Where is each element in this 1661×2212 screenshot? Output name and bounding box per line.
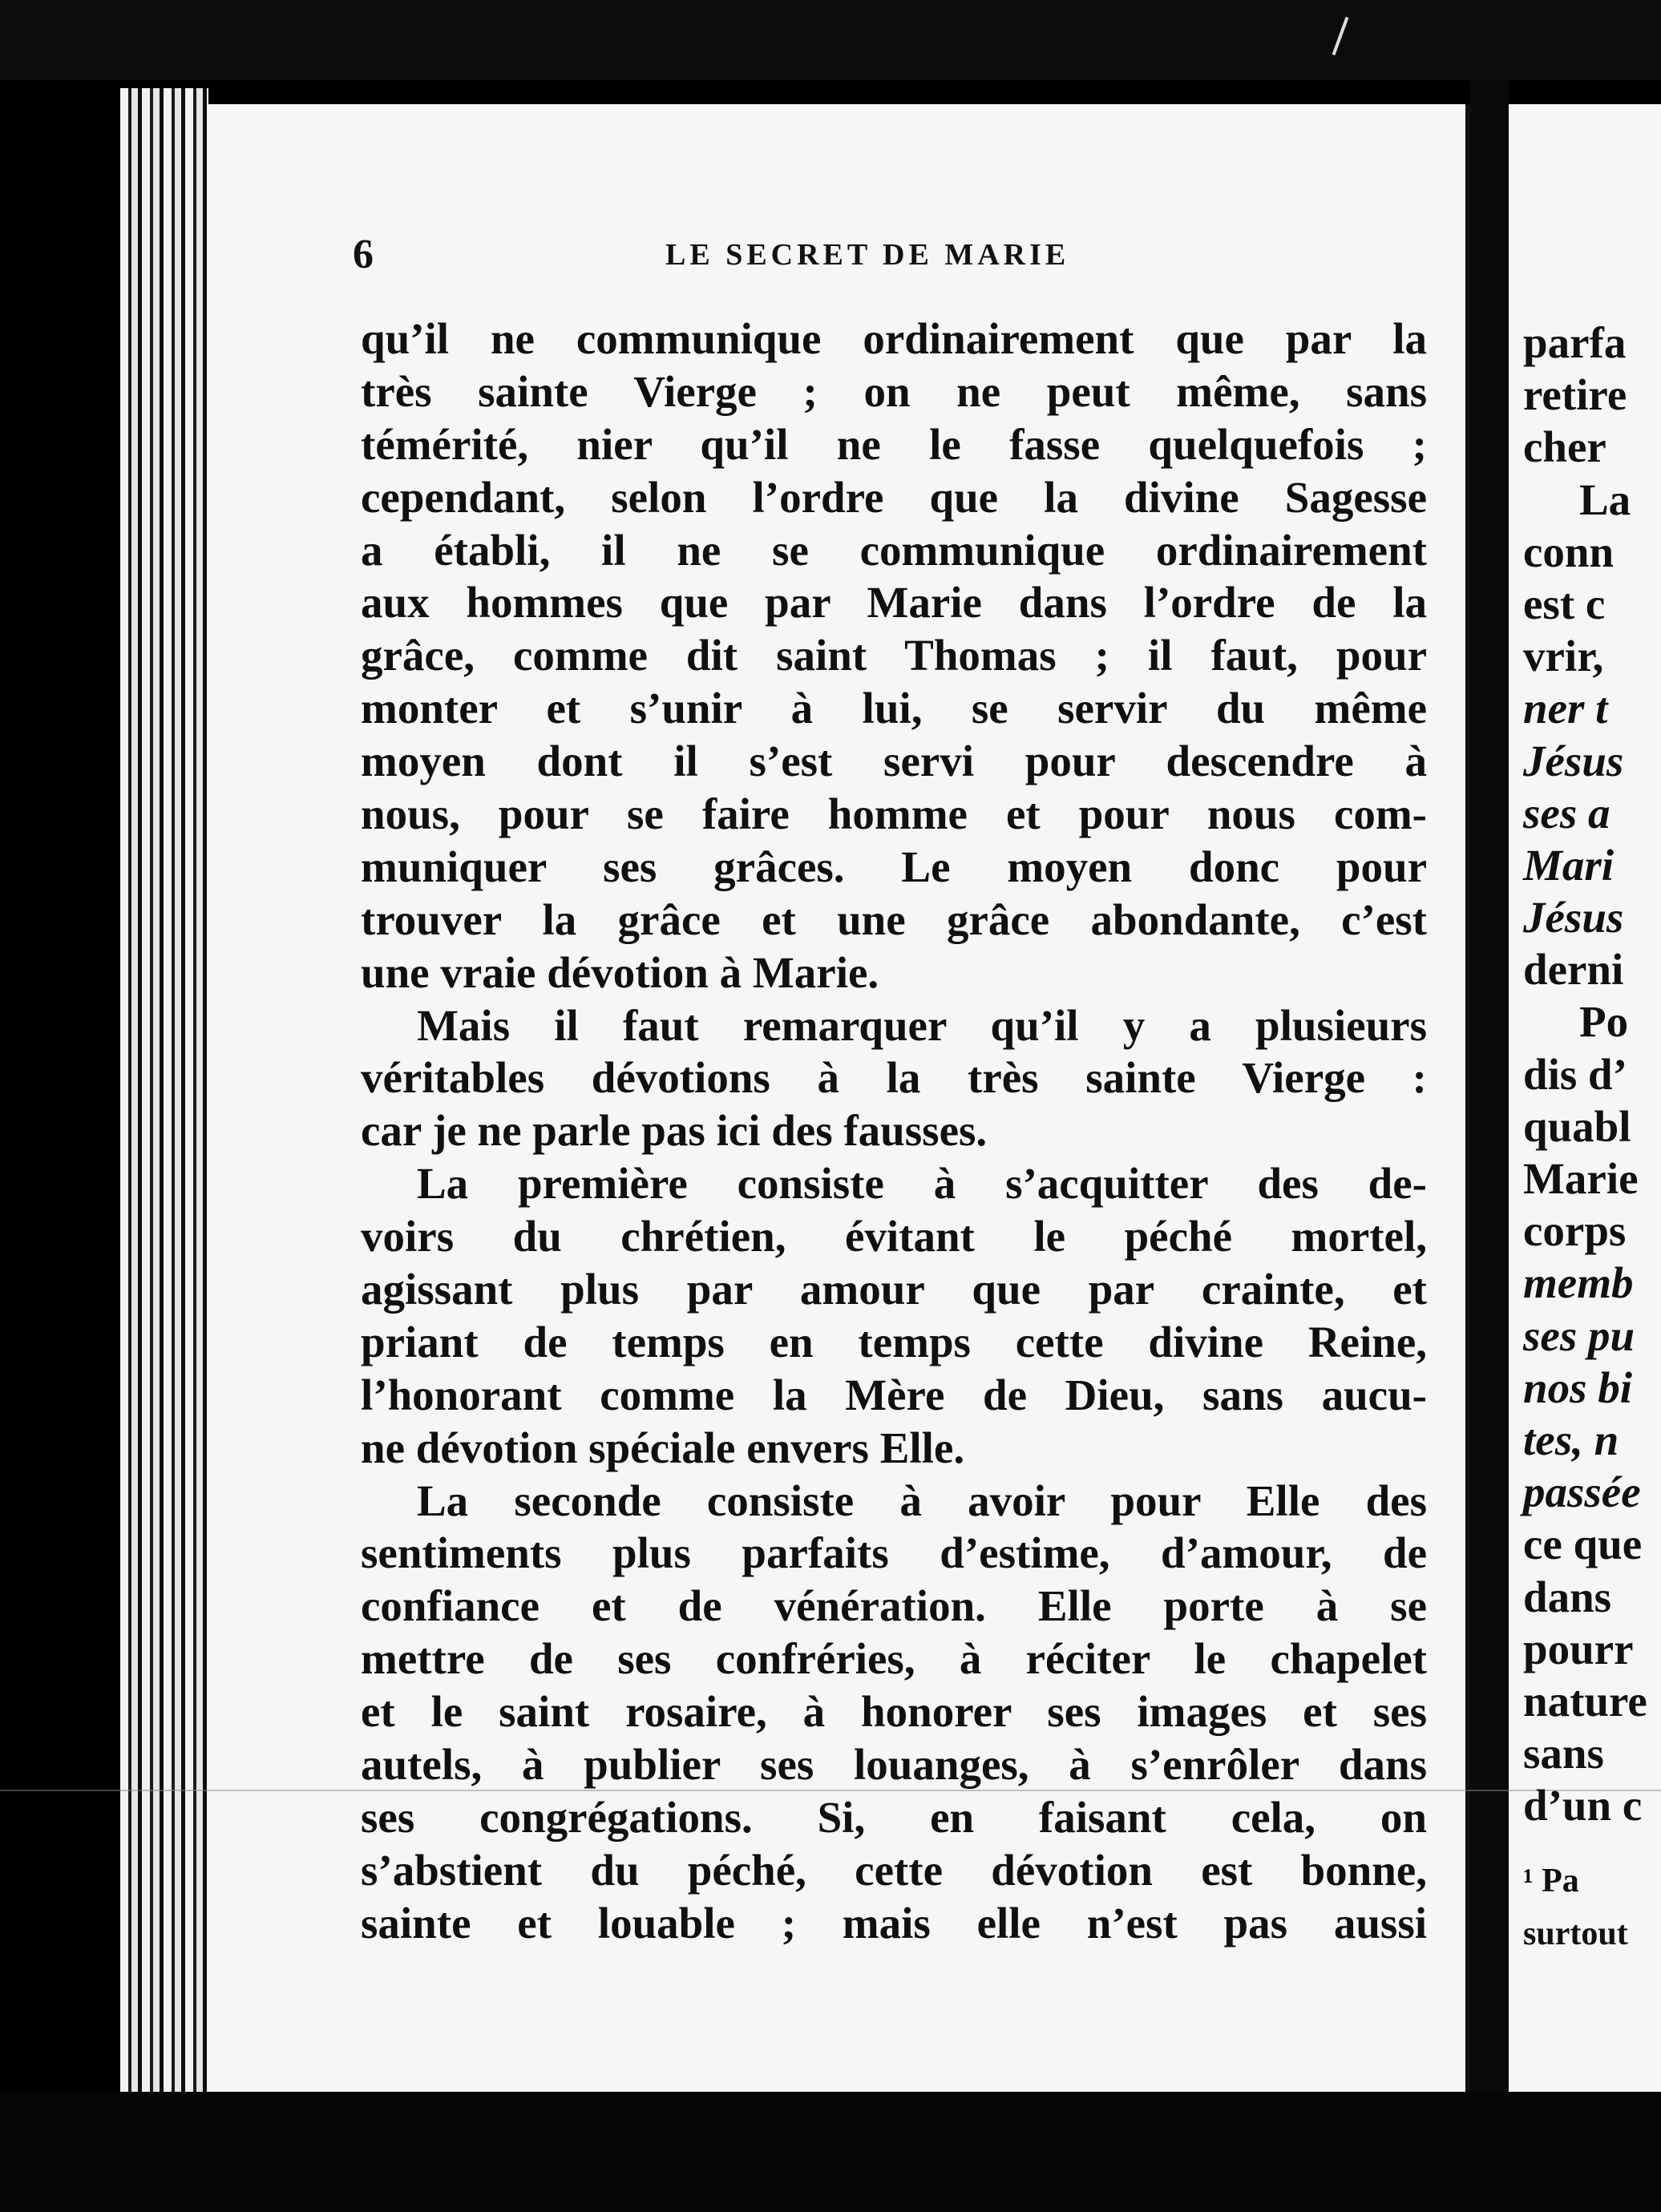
text-line: dans [1523,1572,1612,1621]
text-line: ner t [1523,684,1608,733]
text-line: nous, pour se faire homme et pour nous com- [361,789,1427,839]
text-line: cher [1523,422,1606,472]
text-line: Jésus [1523,893,1624,943]
text-line: La [1579,474,1631,524]
text-line: est c [1523,579,1606,628]
scan-bottom-border [0,2092,1661,2212]
text-line: nature [1523,1676,1647,1726]
scan-top-border [0,0,1661,80]
text-line: pourr [1523,1624,1634,1673]
text-line: Mari [1523,840,1615,890]
text-line: memb [1523,1258,1634,1308]
text-line: Po [1579,997,1629,1047]
text-line: l’honorant comme la Mère de Dieu, sans aucu- [361,1370,1427,1419]
text-line: car je ne parle pas ici des fausses. [361,1106,988,1156]
text-line: cependant, selon l’ordre que la divine Sagesse [361,472,1427,522]
right-page-body-text [1523,317,1661,1950]
text-line: véritables dévotions à la très sainte Vierge : [361,1053,1427,1103]
text-line: s’abstient du péché, cette dévotion est bonne, [361,1845,1427,1895]
text-line: dis d’ [1523,1049,1627,1099]
book-gutter [1470,80,1509,2132]
text-line: ses congrégations. Si, en faisant cela, on [361,1792,1427,1842]
text-line: une vraie dévotion à Marie. [361,947,879,997]
text-line: corps [1523,1206,1627,1256]
text-line: sans [1523,1729,1604,1778]
left-page-body-text [361,313,1427,1950]
text-line: retire [1523,370,1627,420]
text-line: aux hommes que par Marie dans l’ordre de la [361,578,1427,628]
text-line: mettre de ses confréries, à réciter le chapelet [361,1634,1427,1684]
footnote-line: ¹ Pa [1523,1863,1579,1900]
text-line: moyen dont il s’est servi pour descendre à [361,737,1427,786]
text-line: quabl [1523,1101,1631,1151]
text-line: passée [1523,1467,1641,1517]
text-line: très sainte Vierge ; on ne peut même, sans [361,366,1427,416]
text-line: a établi, il ne se communique ordinairement [361,525,1427,575]
text-line: La première consiste à s’acquitter des de- [417,1159,1427,1209]
text-line: Jésus [1523,736,1624,785]
text-line: grâce, comme dit saint Thomas ; il faut, pour [361,631,1427,680]
text-line: ne dévotion spéciale envers Elle. [361,1423,965,1472]
text-line: muniquer ses grâces. Le moyen donc pour [361,842,1427,891]
text-line: ses pu [1523,1310,1635,1360]
running-title: LE SECRET DE MARIE [665,238,1070,272]
text-line: nos bi [1523,1362,1633,1412]
text-line: témérité, nier qu’il ne le fasse quelquefois ; [361,419,1427,469]
text-line: derni [1523,945,1624,995]
footnote-line: surtout [1523,1915,1628,1952]
text-line: ce que [1523,1520,1643,1569]
page-edges [120,88,208,2092]
running-head [353,231,1435,279]
text-line: et le saint rosaire, à honorer ses images et ses [361,1687,1427,1737]
text-line: autels, à publier ses louanges, à s’enrôler dans [361,1740,1427,1790]
text-line: confiance et de vénération. Elle porte à se [361,1581,1427,1631]
page-number: 6 [353,232,374,277]
text-line: Mais il faut remarquer qu’il y a plusieurs [417,1000,1427,1050]
text-line: d’un c [1523,1781,1643,1831]
text-line: agissant plus par amour que par crainte, et [361,1265,1427,1314]
text-line: trouver la grâce et une grâce abondante, c’est [361,894,1427,944]
text-line: parfa [1523,318,1627,367]
text-line: monter et s’unir à lui, se servir du même [361,684,1427,733]
text-line: voirs du chrétien, évitant le péché mortel, [361,1212,1427,1261]
text-line: conn [1523,527,1615,576]
text-line: qu’il ne communique ordinairement que par la [361,314,1427,363]
text-line: La seconde consiste à avoir pour Elle des [417,1475,1427,1525]
text-line: vrir, [1523,632,1604,681]
text-line: tes, n [1523,1415,1619,1464]
text-line: ses a [1523,788,1610,838]
text-line: priant de temps en temps cette divine Reine, [361,1317,1427,1366]
text-line: sentiments plus parfaits d’estime, d’amour, de [361,1528,1427,1578]
text-line: sainte et louable ; mais elle n’est pas aussi [361,1898,1427,1948]
text-line: Marie [1523,1154,1639,1203]
